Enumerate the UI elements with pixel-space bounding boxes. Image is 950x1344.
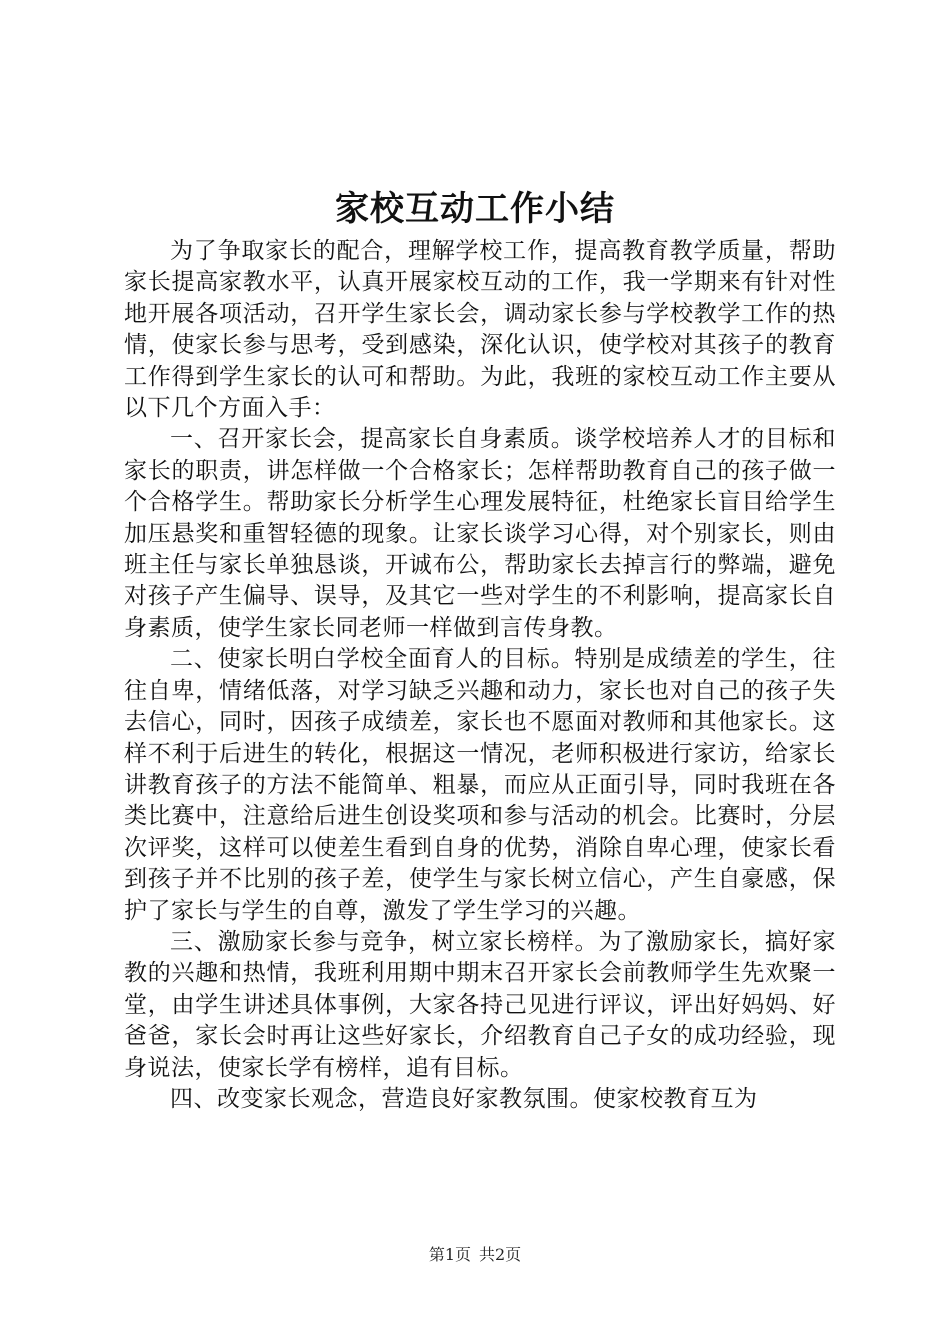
document-body (124, 236, 836, 1115)
paragraph-point-4: 四、改变家长观念，营造良好家教氛围。使家校教育互为 (170, 1085, 758, 1112)
paragraph-point-3: 三、激励家长参与竞争，树立家长榜样。为了激励家长，搞好家教的兴趣和热情，我班利用期中期末召开家长会前教师学生先欢聚一堂，由学生讲述具体事例，大家各持己见进行评议，评出好妈妈、好爸爸，家长会时再让这些好家长，介绍教育自己子女的成功经验，现身说法，使家长学有榜样，追有目标。 (124, 928, 836, 1081)
paragraph-point-2: 二、使家长明白学校全面育人的目标。特别是成绩差的学生，往往自卑，情绪低落，对学习缺乏兴趣和动力，家长也对自己的孩子失去信心，同时，因孩子成绩差，家长也不愿面对教师和其他家长。这样不利于后进生的转化，根据这一情况，老师积极进行家访，给家长讲教育孩子的方法不能简单、粗暴，而应从正面引导，同时我班在各类比赛中，注意给后进生创设奖项和参与活动的机会。比赛时，分层次评奖，这样可以使差生看到自身的优势，消除自卑心理，使家长看到孩子并不比别的孩子差，使学生与家长树立信心，产生自豪感，保护了家长与学生的自尊，激发了学生学习的兴趣。 (124, 646, 836, 924)
paragraph-point-1: 一、召开家长会，提高家长自身素质。谈学校培养人才的目标和家长的职责，讲怎样做一个合格家长；怎样帮助教育自己的孩子做一个合格学生。帮助家长分析学生心理发展特征，杜绝家长盲目给学生加压悬奖和重智轻德的现象。让家长谈学习心得，对个别家长，则由班主任与家长单独恳谈，开诚布公，帮助家长去掉言行的弊端，避免对孩子产生偏导、误导，及其它一些对学生的不利影响，提高家长自身素质，使学生家长同老师一样做到言传身教。 (124, 426, 836, 641)
paragraph-intro: 为了争取家长的配合，理解学校工作，提高教育教学质量，帮助家长提高家教水平，认真开展家校互动的工作，我一学期来有针对性地开展各项活动，召开学生家长会，调动家长参与学校教学工作的热情，使家长参与思考，受到感染，深化认识，使学校对其孩子的教育工作得到学生家长的认可和帮助。为此，我班的家校互动工作主要从以下几个方面入手： (124, 238, 836, 422)
document-title: 家校互动工作小结 (335, 189, 615, 229)
page-total: 共2页 (479, 1245, 522, 1264)
page-number: 第1页 (428, 1245, 471, 1264)
page-footer (0, 1244, 950, 1266)
